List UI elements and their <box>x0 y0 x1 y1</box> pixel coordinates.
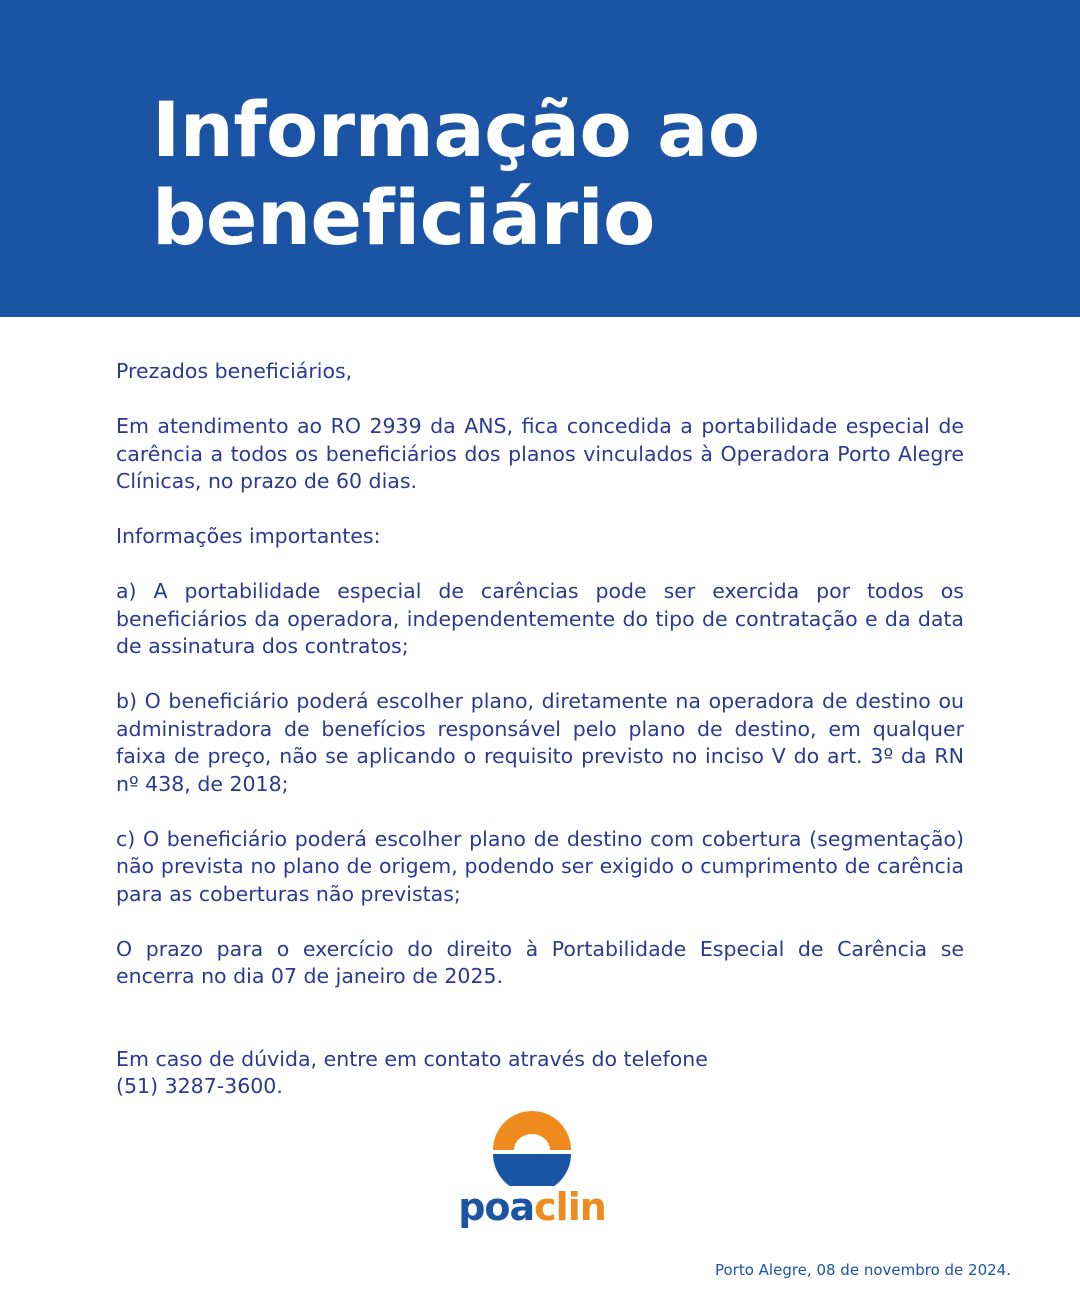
contact-paragraph <box>116 1046 964 1101</box>
item-b: b) O beneficiário poderá escolher plano, diretamente na operadora de destino ou administradora de benefícios responsável pelo plano de destino, em qualquer faixa de preço, não se aplicando o requisito previsto no inciso V do art. 3º da RN nº 438, de 2018; <box>116 689 964 796</box>
footer-date: Porto Alegre, 08 de novembro de 2024. <box>714 1261 1011 1279</box>
logo-sun-icon <box>492 1106 572 1186</box>
important-heading: Informações importantes: <box>116 524 381 548</box>
intro-paragraph: Em atendimento ao RO 2939 da ANS, fica concedida a portabilidade especial de carência a todos os beneficiários dos planos vinculados à Operadora Porto Alegre Clínicas, no prazo de 60 dias. <box>116 414 964 493</box>
page-title-line-1: Informação ao <box>152 85 760 174</box>
letter-body <box>116 358 964 1101</box>
logo-sun-top <box>493 1111 571 1150</box>
deadline-paragraph: O prazo para o exercício do direito à Portabilidade Especial de Carência se encerra no dia 07 de janeiro de 2025. <box>116 936 964 988</box>
header-banner <box>0 0 1080 317</box>
logo-word-clin: clin <box>534 1185 606 1229</box>
item-c: c) O beneficiário poderá escolher plano de destino com cobertura (segmentação) não prevista no plano de origem, podendo ser exigido o cumprimento de carência para as coberturas não previstas; <box>116 826 964 906</box>
contact-text: Em caso de dúvida, entre em contato através do telefone <box>116 1046 708 1071</box>
greeting: Prezados beneficiários, <box>116 359 353 383</box>
page-title <box>152 86 1012 262</box>
item-a: a) A portabilidade especial de carências pode ser exercida por todos os beneficiários da operadora, independentemente do tipo de contratação e da data de assinatura dos contratos; <box>116 579 964 658</box>
logo-wordmark <box>456 1182 608 1232</box>
logo-word-poa: poa <box>458 1185 535 1229</box>
poaclin-logo <box>456 1106 608 1234</box>
contact-phone: (51) 3287-3600. <box>116 1074 283 1098</box>
page-title-line-2: beneficiário <box>152 173 655 262</box>
